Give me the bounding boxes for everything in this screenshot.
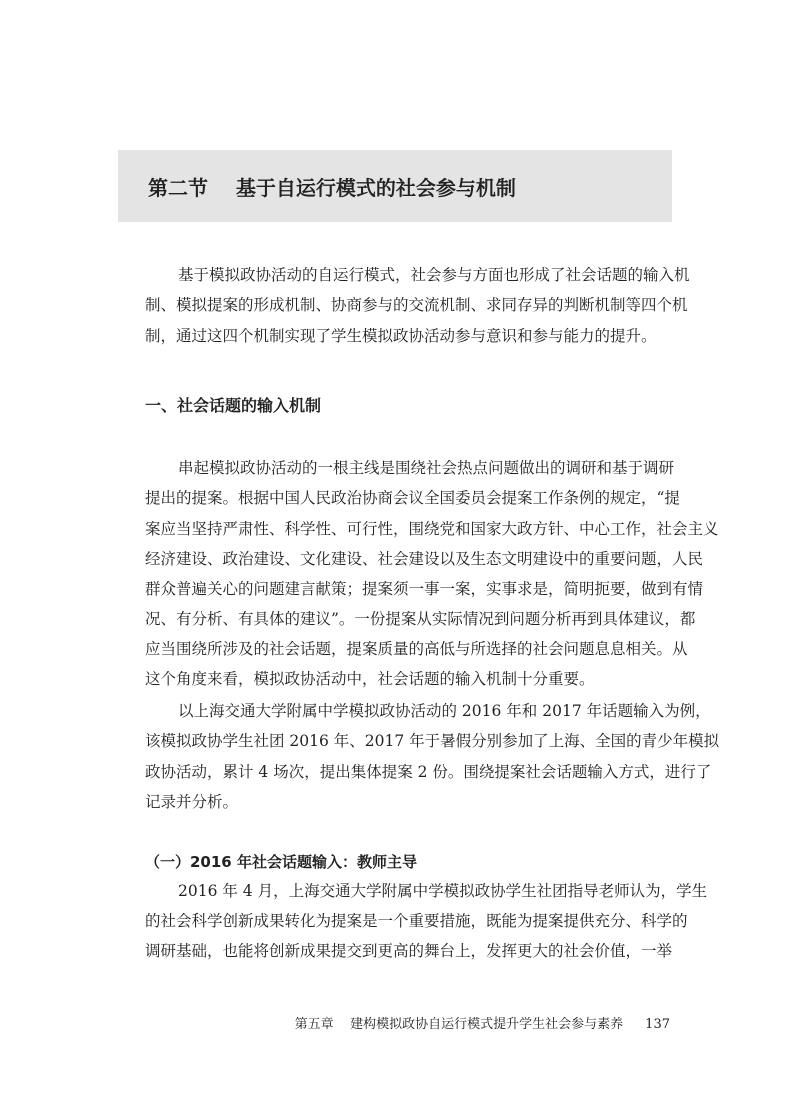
- heading-2: （一）2016 年社会话题输入：教师主导: [145, 853, 417, 871]
- paragraph-line: 以上海交通大学附属中学模拟政协活动的 2016 年和 2017 年话题输入为例，: [178, 702, 711, 720]
- paragraph-line: 的社会科学创新成果转化为提案是一个重要措施，既能为提案提供充分、科学的: [145, 912, 688, 930]
- page-footer: [295, 1013, 670, 1032]
- paragraph-line: 制、模拟提案的形成机制、协商参与的交流机制、求同存异的判断机制等四个机: [145, 296, 688, 314]
- paragraph-line: 记录并分析。: [145, 793, 239, 811]
- paragraph-line: 这个角度来看，模拟政协活动中，社会话题的输入机制十分重要。: [145, 670, 595, 688]
- paragraph-line: 应当围绕所涉及的社会话题，提案质量的高低与所选择的社会问题息息相关。从: [145, 640, 688, 658]
- paragraph-line: 经济建设、政治建设、文化建设、社会建设以及生态文明建设中的重要问题，人民: [145, 550, 704, 568]
- page-number: 137: [645, 1017, 670, 1032]
- paragraph-line: 该模拟政协学生社团 2016 年、2017 年于暑假分别参加了上海、全国的青少年模拟: [145, 732, 720, 750]
- paragraph-line: 调研基础，也能将创新成果提交到更高的舞台上，发挥更大的社会价值，一举: [145, 942, 673, 960]
- paragraph-line: 况、有分析、有具体的建议”。一份提案从实际情况到问题分析再到具体建议，都: [145, 610, 696, 628]
- paragraph-line: 制，通过这四个机制实现了学生模拟政协活动参与意识和参与能力的提升。: [145, 327, 657, 345]
- running-header-chapter: 第五章 建构模拟政协自运行模式提升学生社会参与素养: [294, 1017, 624, 1032]
- paragraph-line: 2016 年 4 月，上海交通大学附属中学模拟政协学生社团指导老师认为，学生: [178, 882, 708, 900]
- paragraph-line: 基于模拟政协活动的自运行模式，社会参与方面也形成了社会话题的输入机: [178, 266, 690, 284]
- paragraph-line: 提出的提案。根据中国人民政治协商会议全国委员会提案工作条例的规定，“提: [145, 489, 680, 507]
- section-title-box: [118, 150, 672, 222]
- paragraph-line: 案应当坚持严肃性、科学性、可行性，围绕党和国家大政方针、中心工作，社会主义: [145, 520, 719, 538]
- heading-1: 一、社会话题的输入机制: [145, 396, 322, 415]
- paragraph-line: 政协活动，累计 4 场次，提出集体提案 2 份。围绕提案社会话题输入方式，进行了: [145, 763, 712, 781]
- paragraph-line: 串起模拟政协活动的一根主线是围绕社会热点问题做出的调研和基于调研: [178, 459, 675, 477]
- paragraph-line: 群众普遍关心的问题建言献策；提案须一事一案，实事求是，简明扼要，做到有情: [145, 580, 704, 598]
- section-title: 第二节 基于自运行模式的社会参与机制: [148, 176, 516, 200]
